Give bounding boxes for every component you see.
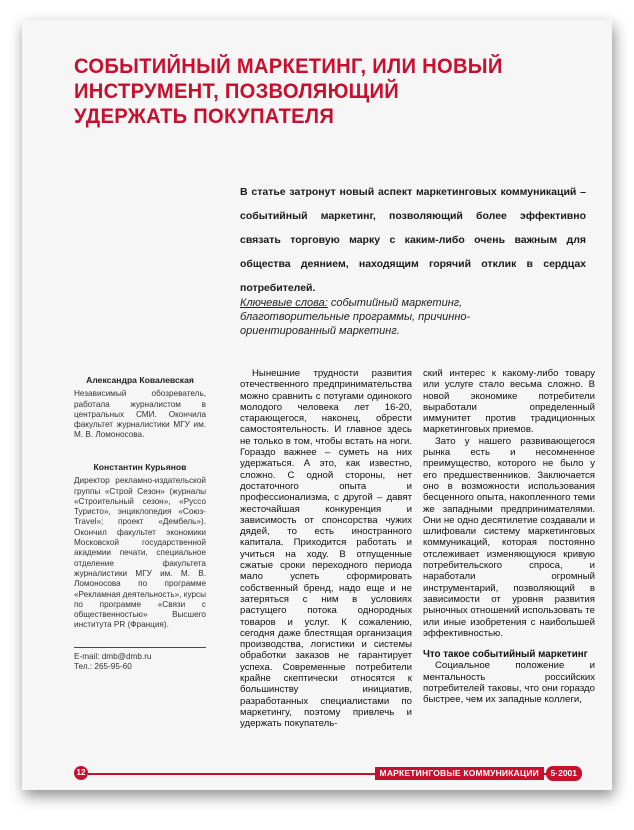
keywords-label: Ключевые слова: [240,297,328,309]
body-paragraph: Социальное положение и ментальность российских потребителей таковы, что они гораздо быстрее, чем их западные коллеги, [423,660,595,706]
journal-name: МАРКЕТИНГОВЫЕ КОММУНИКАЦИИ [375,767,544,780]
title-line: ИНСТРУМЕНТ, ПОЗВОЛЯЮЩИЙ [74,80,400,103]
issue-number: 5·2001 [546,766,582,781]
keywords-text: событийный маркетинг, благотворительные программы, причинно-ориентированный маркетинг. [240,297,471,337]
body-column-1 [240,368,412,730]
body-paragraph: Нынешние трудности развития отечественного предпринимательства можно сравнить с потугами одинокого молодого человека лет 16-20, старающегося, наконец, обрести самостоятельность. И главное здесь не только в том, чтобы встать на ноги. Гораздо важнее – суметь на них удержаться. А это, как известно, сложно. С одной стороны, нет достаточного опыта и профессионализма, с другой – давят жесточайшая конкуренция и зависимость от спонсорства чужих дядей, то есть иностранного капитала. Приходится работать и учиться на ходу. В отпущенные сжатые сроки переходного периода мало успеть сформировать собственный бренд, надо еще и не затеряться с ним в условиях растущего потока однородных товаров и услуг. К сожалению, сегодня даже блестящая организация производства, логистики и системы обработки заказов не гарантирует успеха. Современные потребители крайне скептически относятся к большинству инициатив, разработанных специалистами по маркетингу, поэтому привлечь и удержать покупатель- [240,368,412,730]
journal-page [22,20,612,790]
author-block [74,462,206,631]
page-number: 12 [74,766,88,780]
keywords [240,296,500,338]
article-title [74,54,535,129]
author-bio: Директор рекламно-издательской группы «Строй Сезон» (журналы «Строительный сезон», «Руссо Туристо», энциклопедия «Союз-Travel»; проект «Дембель»). Окончил факультет экономики Московской государственной академии печати, специальное отделение факультета журналистики МГУ им. М. В. Ломоносова по программе «Рекламная деятельность», курсы по программе «Связи с общественностью» Высшего института PR (Франция). [74,476,206,630]
body-column-2 [423,368,595,706]
author-name: Александра Ковалевская [86,375,194,385]
author-block [74,375,206,441]
page-footer [74,766,582,782]
body-paragraph: Зато у нашего развивающегося рынка есть и несомненное преимущество, которого не было у его предшественников. Заключается оно в возможности использования бесценного опыта, накопленного теми же западными предпринимателями. Они не одно десятилетие создавали и шлифовали систему маркетинговых коммуникаций, которая постоянно отслеживает изменяющуюся кривую потребительского спроса, и наработали огромный инструментарий, позволяющий в зависимости от уровня развития рыночных отношений использовать те или иные изобретения с наибольшей эффективностью. [423,435,595,639]
article-abstract: В статье затронут новый аспект маркетинговых коммуникаций – событийный маркетинг, позволяющий более эффективно связать торговую марку с каким-либо очень важным для общества деянием, находящим горячий отклик в сердцах потребителей. [240,186,586,294]
email-text: E-mail: dmb@dmb.ru [74,652,152,661]
title-line: СОБЫТИЙНЫЙ МАРКЕТИНГ, ИЛИ НОВЫЙ [74,55,503,78]
phone-text: Тел.: 265-95-60 [74,662,132,672]
author-divider [74,647,206,648]
author-name: Константин Курьянов [93,462,187,472]
contacts [74,652,206,673]
body-paragraph: ский интерес к какому-либо товару или услуге стало весьма сложно. В новой экономике потребители выработали определенный иммунитет против традиционных маркетинговых приемов. [423,368,595,436]
title-line: УДЕРЖАТЬ ПОКУПАТЕЛЯ [74,105,335,128]
section-heading: Что такое событийный маркетинг [423,649,588,661]
author-bio: Независимый обозреватель, работала журналистом в центральных СМИ. Окончила факультет журналистики МГУ им. М. В. Ломоносова. [74,389,206,440]
